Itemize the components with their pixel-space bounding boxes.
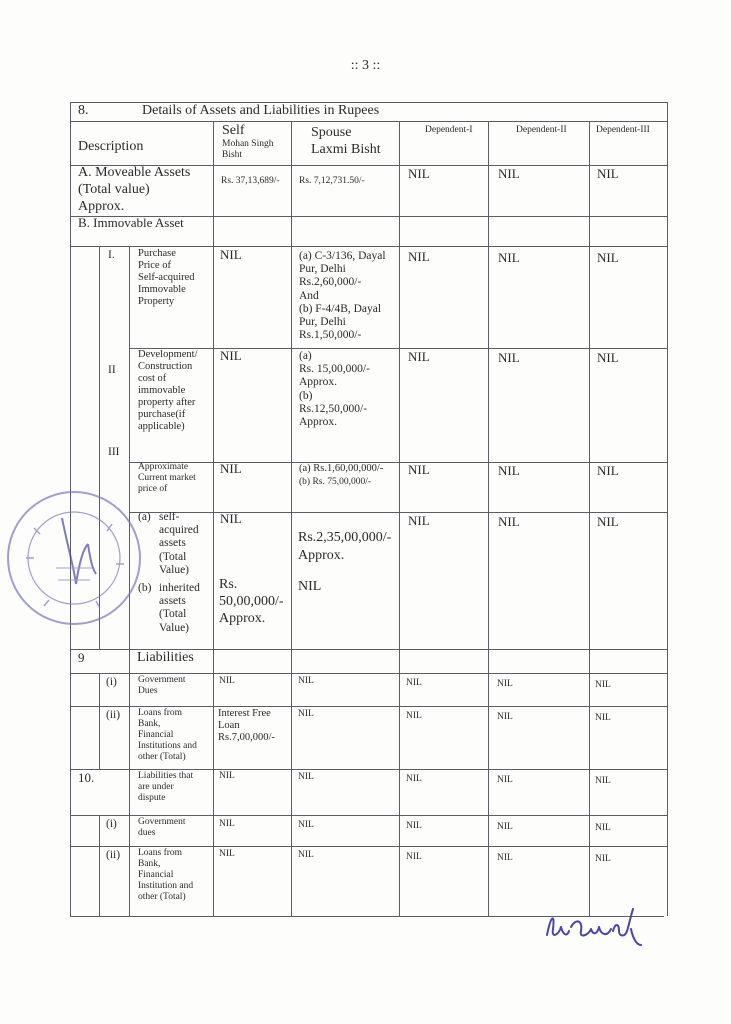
- official-seal-stamp-icon: [4, 488, 144, 628]
- liab9-i-dep3: NIL: [595, 680, 611, 690]
- movable-dep1-value: NIL: [408, 166, 430, 181]
- market-spouse-value-a: (a) Rs.1,60,00,000/-: [299, 463, 384, 474]
- immovable-roman-2: II: [108, 364, 116, 376]
- header-spouse: Spouse: [311, 125, 352, 140]
- section-9-number: 9: [78, 650, 85, 665]
- liab10-ii-dep3: NIL: [595, 854, 611, 864]
- header-dependent-3: Dependent-III: [596, 125, 650, 135]
- inherited-spouse-value: NIL: [298, 579, 322, 594]
- section-10-dep3: NIL: [595, 776, 611, 786]
- liab10-ii-self: NIL: [219, 849, 235, 859]
- development-cost-label: Development/ Construction cost of immovable property after purchase(if applicable): [138, 349, 198, 433]
- purchase-spouse-value: (a) C-3/136, Dayal Pur, Delhi Rs.2,60,000/- And (b) F-4/4B, Dayal Pur, Delhi Rs.1,50,000/-: [299, 250, 386, 342]
- section-10-number: 10.: [78, 770, 95, 785]
- movable-assets-label: A. Moveable Assets (Total value) Approx.: [78, 165, 191, 214]
- header-description: Description: [78, 139, 144, 154]
- purchase-price-label: Purchase Price of Self-acquired Immovable Property: [138, 248, 195, 308]
- purchase-dep3-value: NIL: [597, 250, 619, 265]
- liab10-ii-spouse: NIL: [298, 850, 314, 860]
- liab10-i-label: Government dues: [138, 817, 186, 838]
- purchase-dep2-value: NIL: [498, 250, 520, 265]
- inherited-self-value: Rs. 50,00,000/- Approx.: [219, 577, 284, 626]
- liab10-i-dep1: NIL: [406, 821, 422, 831]
- self-acquired-dep1-value: NIL: [408, 513, 430, 528]
- header-spouse-name: Laxmi Bisht: [311, 142, 381, 157]
- liab9-ii-marker: (ii): [106, 709, 121, 721]
- liab9-i-label: Government Dues: [138, 675, 186, 696]
- liab10-ii-dep2: NIL: [497, 853, 513, 863]
- header-dependent-1: Dependent-I: [425, 125, 473, 135]
- liab9-i-dep2: NIL: [497, 679, 513, 689]
- liab9-ii-dep3: NIL: [595, 713, 611, 723]
- liab9-ii-dep2: NIL: [497, 712, 513, 722]
- liab10-ii-marker: (ii): [106, 849, 121, 861]
- liab10-ii-label: Loans from Bank, Financial Institution and other (Total): [138, 848, 194, 902]
- liab9-ii-dep1: NIL: [406, 711, 422, 721]
- liab9-i-self: NIL: [219, 676, 235, 686]
- liab10-ii-dep1: NIL: [406, 852, 422, 862]
- immovable-roman-3: III: [108, 446, 120, 458]
- purchase-dep1-value: NIL: [408, 249, 430, 264]
- header-self-name: Mohan Singh Bisht: [222, 139, 274, 160]
- market-dep2-value: NIL: [498, 463, 520, 478]
- liab9-ii-spouse: NIL: [298, 709, 314, 719]
- liab10-i-dep3: NIL: [595, 823, 611, 833]
- liab9-i-dep1: NIL: [406, 678, 422, 688]
- self-acquired-self-value: NIL: [220, 511, 242, 526]
- development-dep2-value: NIL: [498, 350, 520, 365]
- liab9-ii-self: Interest Free Loan Rs.7,00,000/-: [218, 708, 275, 744]
- section-9-title: Liabilities: [137, 650, 194, 665]
- liab10-i-spouse: NIL: [298, 820, 314, 830]
- section-10-spouse: NIL: [298, 772, 314, 782]
- immovable-assets-label: B. Immovable Asset: [78, 215, 184, 230]
- market-dep1-value: NIL: [408, 462, 430, 477]
- development-dep1-value: NIL: [408, 349, 430, 364]
- header-self: Self: [222, 123, 245, 138]
- development-spouse-value: (a) Rs. 15,00,000/- Approx. (b) Rs.12,50,000/- Approx.: [299, 350, 370, 429]
- inherited-marker: (b): [138, 582, 152, 594]
- development-dep3-value: NIL: [597, 350, 619, 365]
- section-10-dep1: NIL: [406, 774, 422, 784]
- handwritten-signature-icon: [545, 905, 645, 955]
- section-10-label: Liabilities that are under dispute: [138, 771, 194, 803]
- movable-dep2-value: NIL: [498, 166, 520, 181]
- liab9-i-marker: (i): [106, 676, 117, 688]
- liab10-i-self: NIL: [219, 819, 235, 829]
- movable-dep3-value: NIL: [597, 166, 619, 181]
- self-acquired-dep3-value: NIL: [597, 514, 619, 529]
- self-acquired-label: self- acquired assets (Total Value): [159, 511, 199, 576]
- header-dependent-2: Dependent-II: [516, 125, 567, 135]
- immovable-roman-1: I.: [108, 249, 115, 261]
- self-acquired-dep2-value: NIL: [498, 514, 520, 529]
- market-dep3-value: NIL: [597, 463, 619, 478]
- liab9-i-spouse: NIL: [298, 676, 314, 686]
- section-number: 8.: [78, 103, 89, 118]
- development-self-value: NIL: [220, 348, 242, 363]
- inherited-label: inherited assets (Total Value): [159, 582, 200, 634]
- page-number: :: 3 ::: [350, 58, 381, 73]
- movable-spouse-value: Rs. 7,12,731.50/-: [299, 176, 365, 186]
- self-acquired-marker: (a): [138, 511, 151, 523]
- liab9-ii-label: Loans from Bank, Financial Institutions and other (Total): [138, 708, 197, 762]
- section-title: Details of Assets and Liabilities in Rupees: [142, 103, 380, 118]
- purchase-self-value: NIL: [220, 247, 242, 262]
- section-10-self: NIL: [219, 771, 235, 781]
- movable-self-value: Rs. 37,13,689/-: [221, 176, 280, 186]
- market-spouse-value-b: (b) Rs. 75,00,000/-: [299, 477, 372, 487]
- liab10-i-marker: (i): [106, 818, 117, 830]
- liab10-i-dep2: NIL: [497, 822, 513, 832]
- section-10-dep2: NIL: [497, 775, 513, 785]
- market-self-value: NIL: [220, 461, 242, 476]
- market-price-label: Approximate Current market price of: [138, 462, 196, 494]
- self-acquired-spouse-value: Rs.2,35,00,000/- Approx.: [298, 530, 392, 563]
